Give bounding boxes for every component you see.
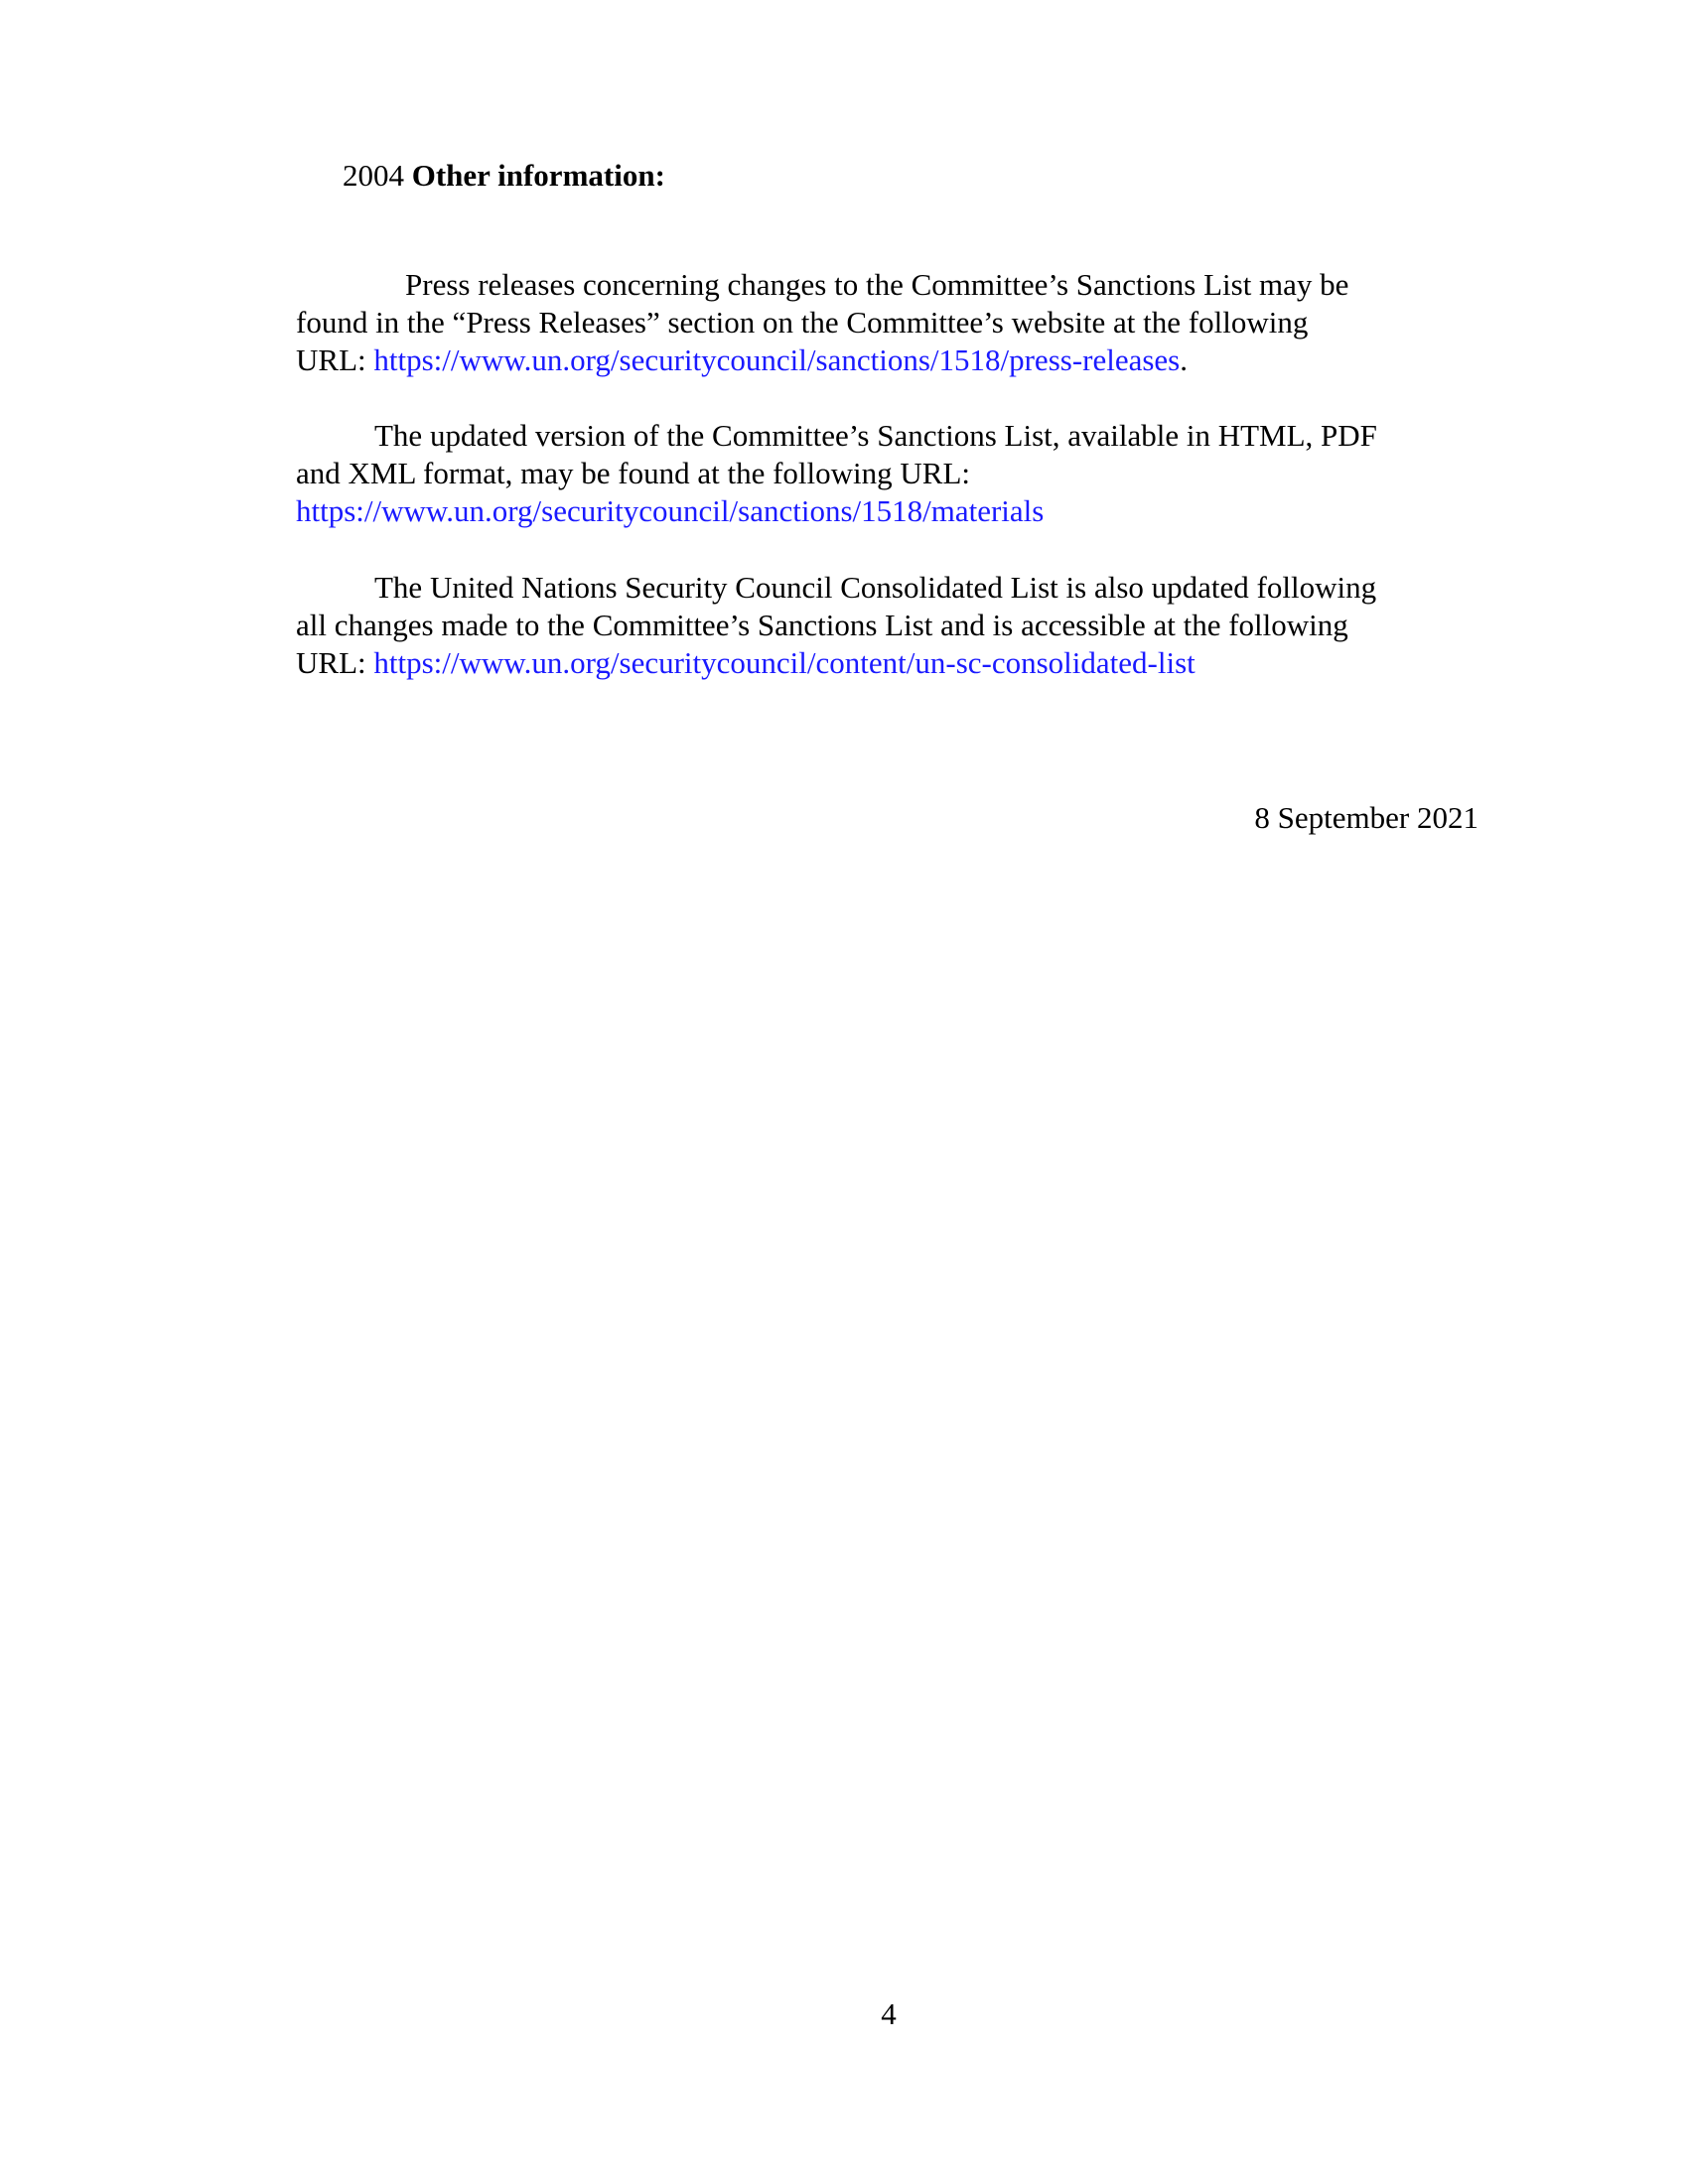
paragraph-line-url: [296, 341, 1468, 379]
page-number: 4: [881, 1996, 897, 2031]
section-heading: [343, 157, 665, 195]
press-releases-link[interactable]: https://www.un.org/securitycouncil/sanctions/1518/press-releases: [373, 342, 1181, 377]
url-suffix: .: [1180, 342, 1188, 377]
paragraph-line: The United Nations Security Council Consolidated List is also updated following: [374, 570, 1377, 605]
paragraph-line: Press releases concerning changes to the Committee’s Sanctions List may be: [405, 267, 1349, 302]
materials-link[interactable]: https://www.un.org/securitycouncil/sanctions/1518/materials: [296, 493, 1045, 528]
paragraph-line: The updated version of the Committee’s Sanctions List, available in HTML, PDF: [374, 418, 1377, 453]
paragraph-sanctions-list: [296, 417, 1468, 530]
section-number: 2004: [343, 158, 404, 193]
paragraph-line: and XML format, may be found at the following URL:: [296, 456, 970, 490]
paragraph-line: all changes made to the Committee’s Sanctions List and is accessible at the following: [296, 608, 1348, 642]
url-prefix: URL:: [296, 342, 374, 377]
document-date: 8 September 2021: [1254, 800, 1478, 835]
paragraph-line: found in the “Press Releases” section on the Committee’s website at the following: [296, 305, 1309, 340]
section-title: Other information:: [411, 158, 665, 193]
consolidated-list-link[interactable]: https://www.un.org/securitycouncil/content/un-sc-consolidated-list: [373, 645, 1196, 680]
url-prefix: URL:: [296, 645, 374, 680]
paragraph-consolidated-list: [296, 569, 1468, 682]
paragraph-press-releases: [296, 266, 1468, 379]
paragraph-line-url: [296, 492, 1468, 530]
paragraph-line-url: [296, 644, 1468, 682]
